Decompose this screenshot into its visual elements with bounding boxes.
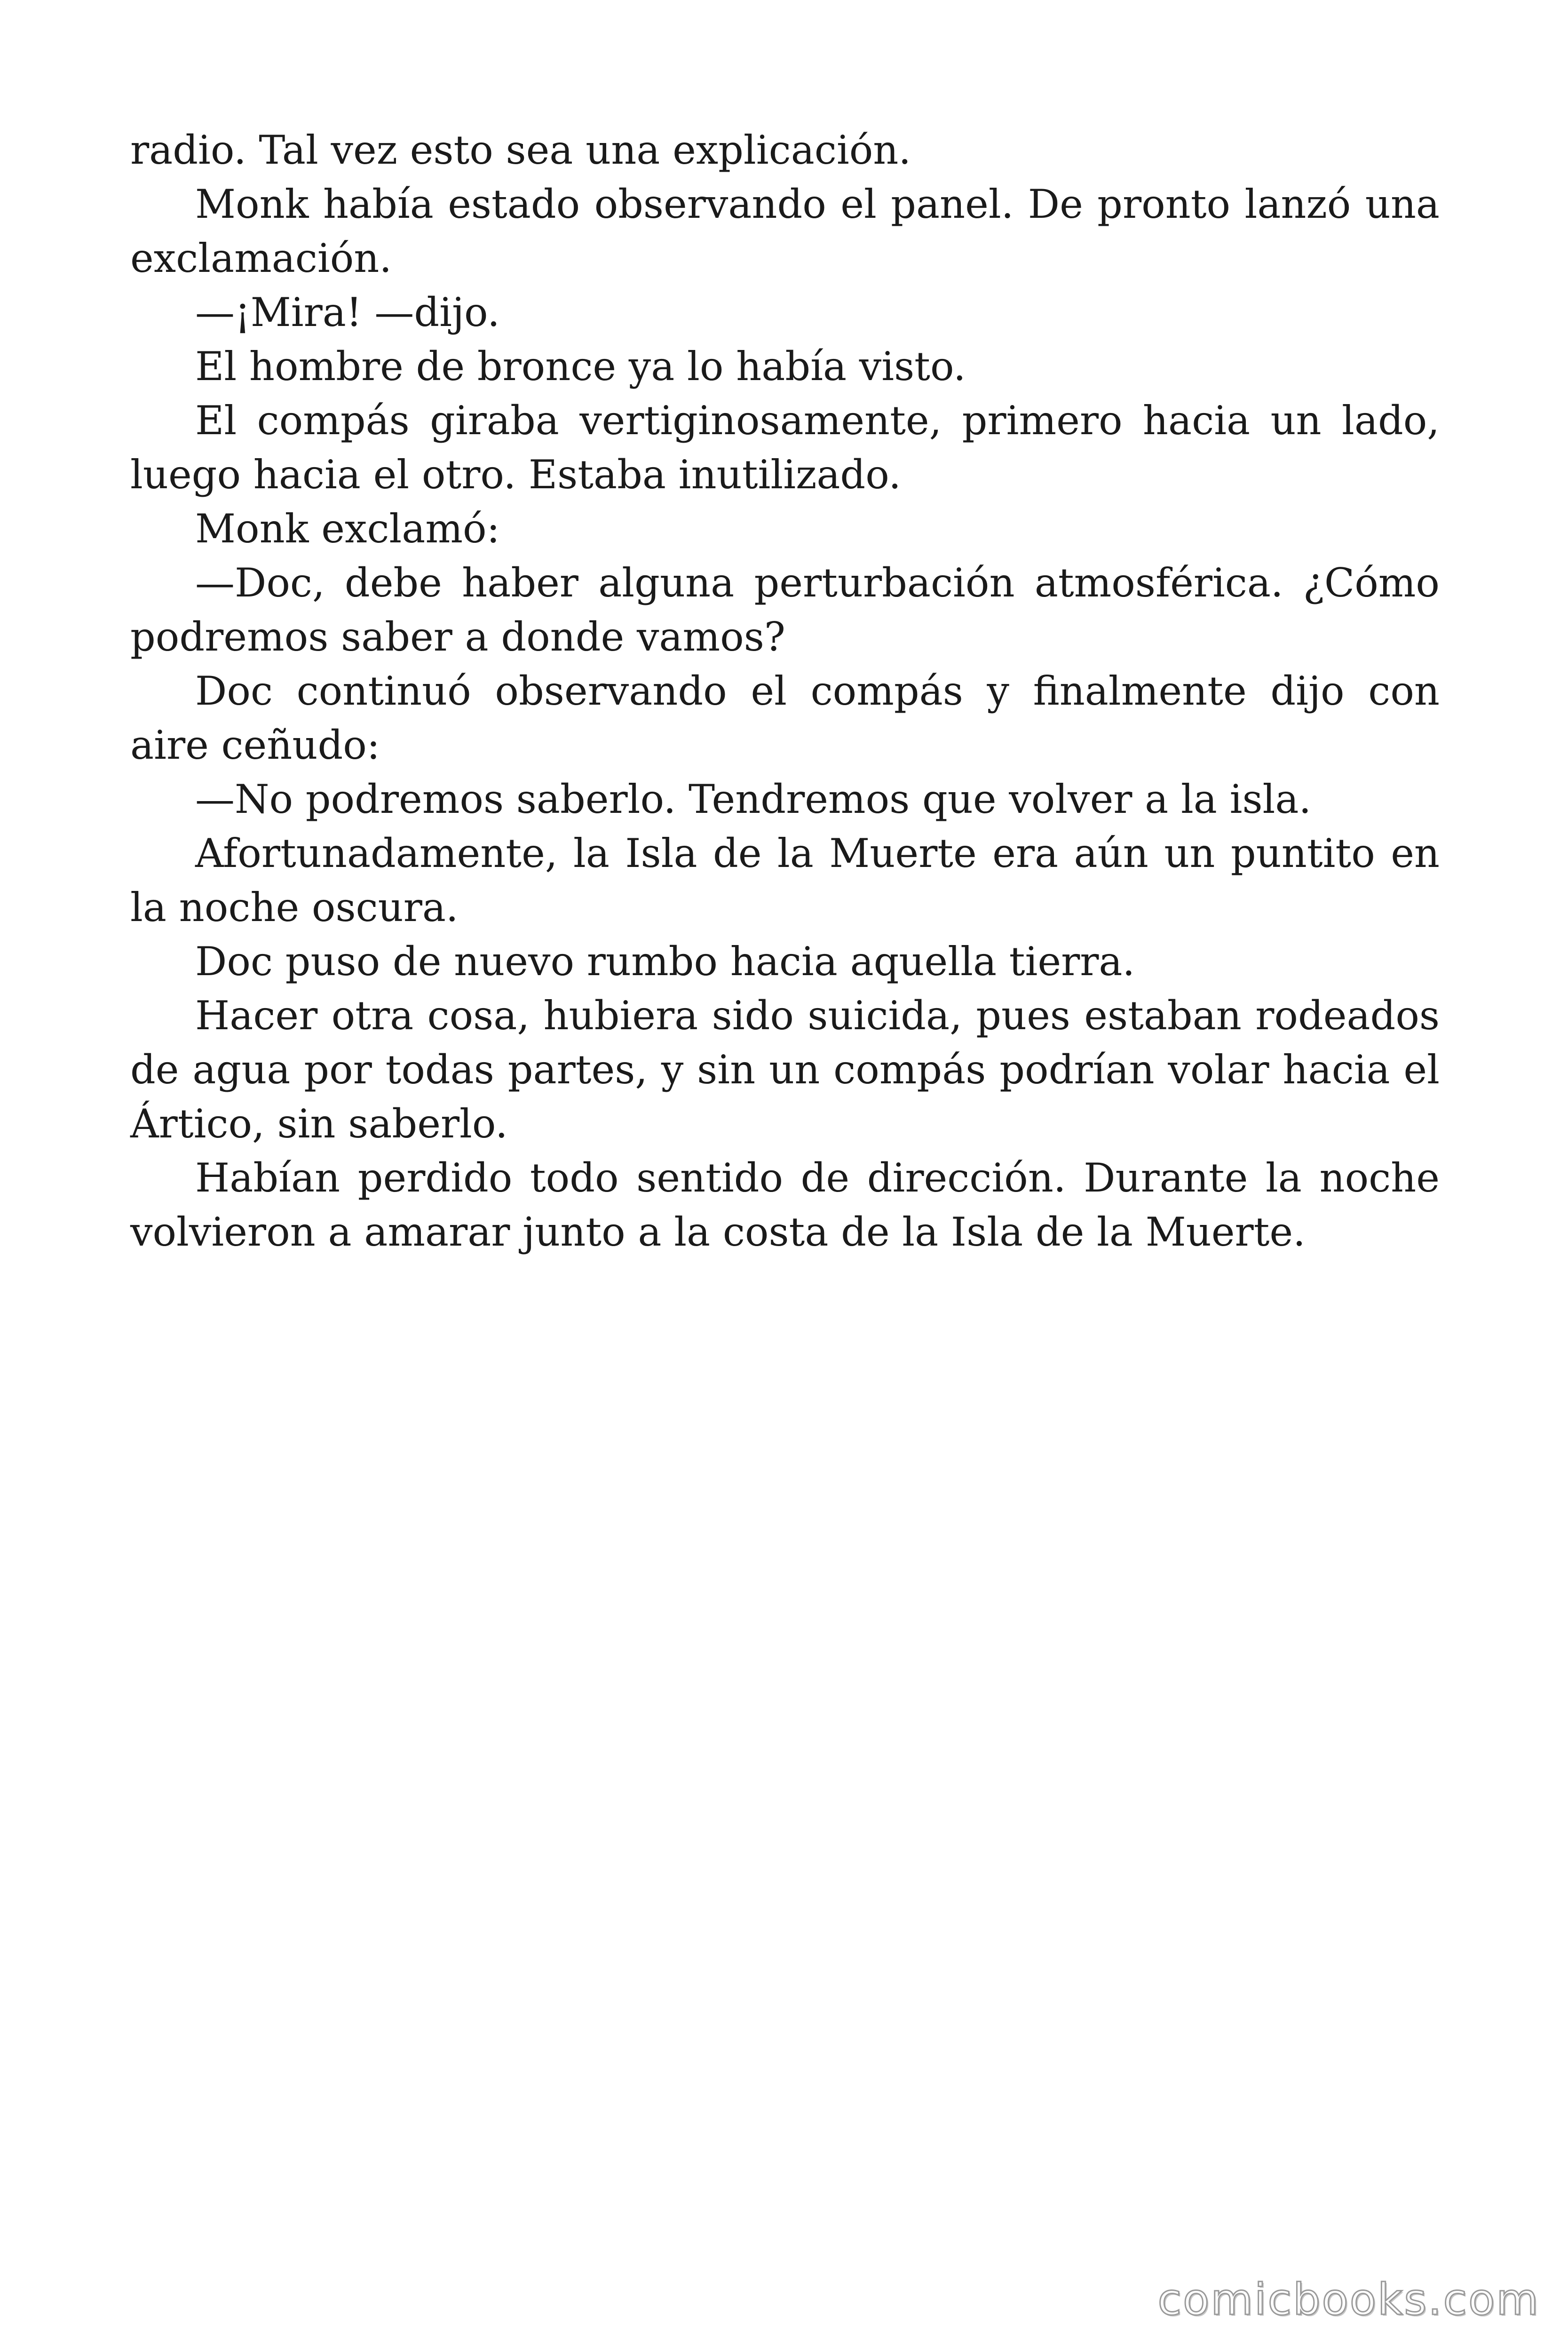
paragraph: El hombre de bronce ya lo había visto.: [195, 343, 966, 389]
paragraph: Afortunadamente, la Isla de la Muerte era aún un puntito en la noche oscura.: [130, 830, 1440, 930]
paragraph: Habían perdido todo sentido de dirección. Durante la noche volvieron a amarar junto a la costa de la Isla de la Muerte.: [130, 1155, 1440, 1255]
paragraph: Monk exclamó:: [195, 506, 500, 552]
paragraph: Doc continuó observando el compás y finalmente dijo con aire ceñudo:: [130, 668, 1440, 768]
paragraph: —Doc, debe haber alguna perturbación atmosférica. ¿Cómo podremos saber a donde vamos?: [130, 560, 1440, 660]
page-body: [130, 123, 1440, 1259]
paragraph: Monk había estado observando el panel. De pronto lanzó una exclamación.: [130, 181, 1440, 281]
paragraph: —No podremos saberlo. Tendremos que volver a la isla.: [195, 776, 1312, 822]
paragraph: radio. Tal vez esto sea una explicación.: [130, 127, 911, 173]
watermark: comicbooks.com: [1157, 2274, 1540, 2325]
paragraph: —¡Mira! —dijo.: [195, 289, 500, 335]
paragraph: El compás giraba vertiginosamente, primero hacia un lado, luego hacia el otro. Estaba inutilizado.: [130, 397, 1440, 498]
paragraph: Doc puso de nuevo rumbo hacia aquella tierra.: [195, 938, 1135, 985]
paragraph: Hacer otra cosa, hubiera sido suicida, pues estaban rodeados de agua por todas partes, y sin un compás podrían volar hacia el Ártico, sin saberlo.: [130, 993, 1440, 1147]
